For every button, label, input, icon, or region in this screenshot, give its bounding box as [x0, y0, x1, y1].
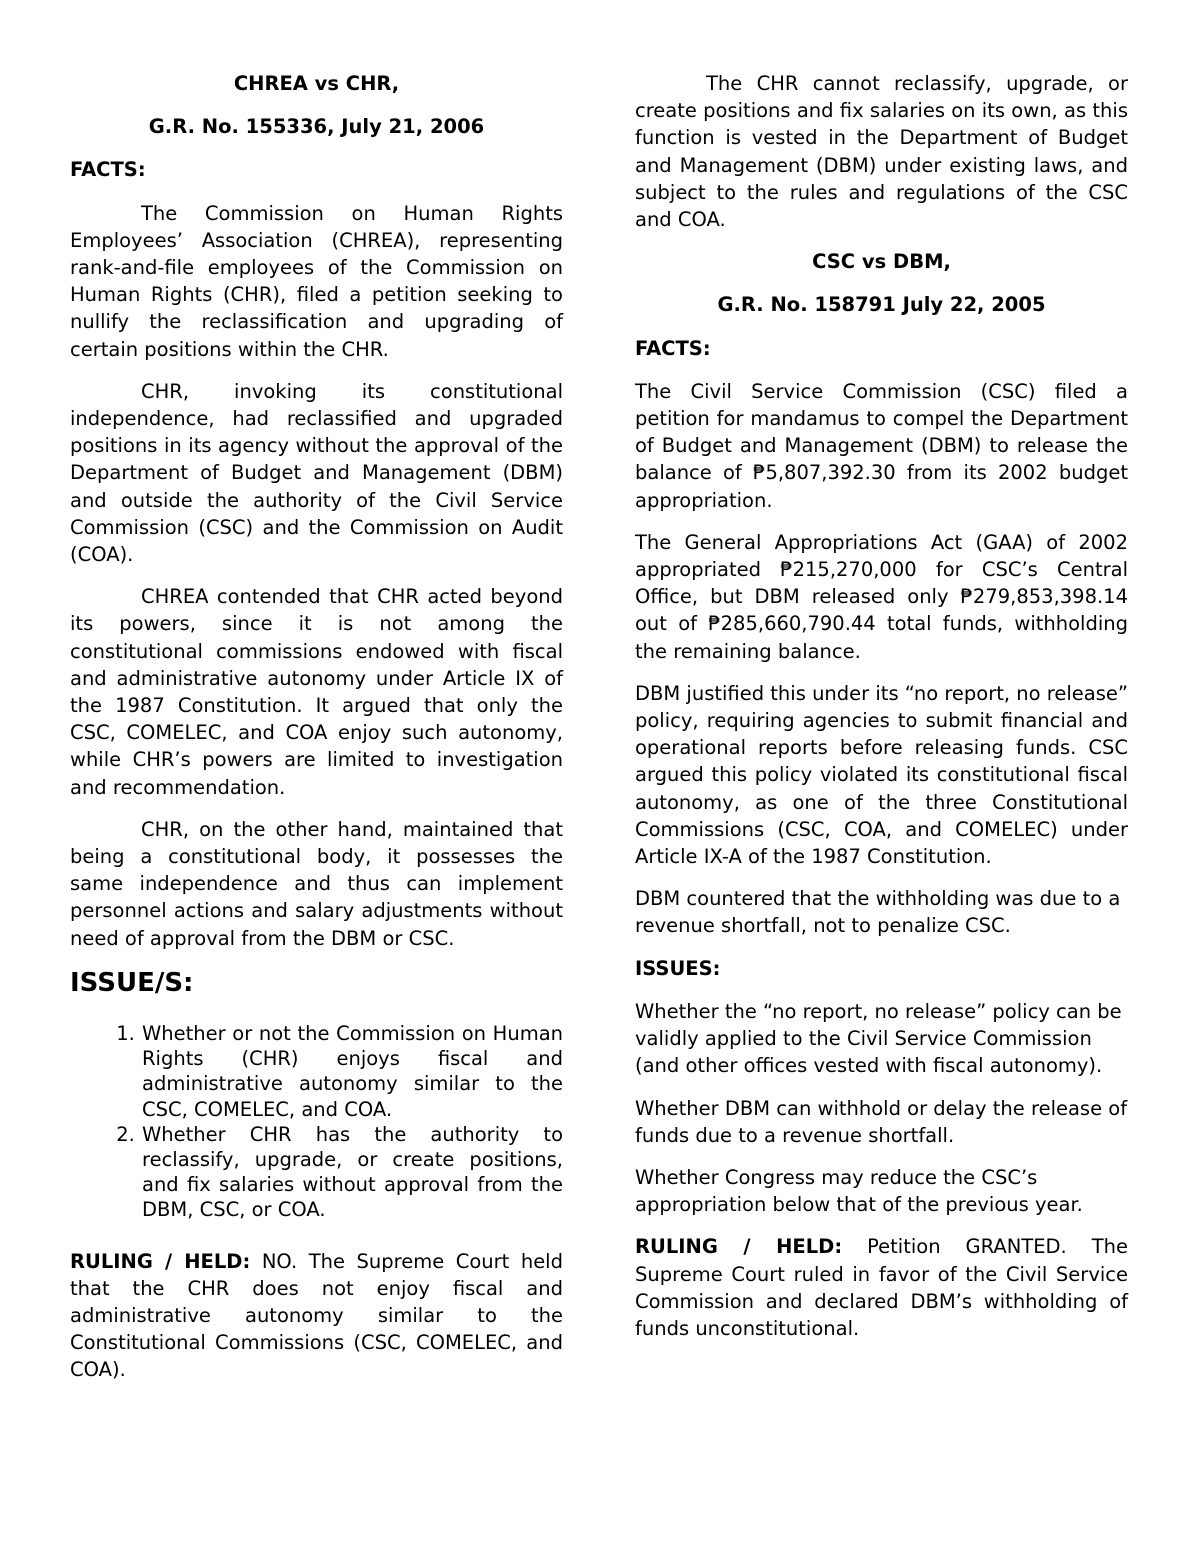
ruling-paragraph [635, 1233, 1128, 1342]
facts-paragraph: CHR, on the other hand, maintained that being a constitutional body, it possesses the same independence and thus can implement personnel actions and salary adjustments without need of approval from the DBM or CSC. [70, 817, 563, 950]
ruling-text: NO. The Supreme Court held that the CHR does not enjoy fiscal and administrative autonomy similar to the Constitutional Commissions (CSC, COMELEC, and COA). [70, 1249, 563, 1382]
case-title: CHREA vs CHR, [233, 72, 400, 95]
ruling-label: RULING / HELD: [635, 1235, 843, 1259]
left-column [70, 70, 563, 1399]
facts-paragraph: The Civil Service Commission (CSC) filed a petition for mandamus to compel the Department of Budget and Management (DBM) to release the balance of ₱5,807,392.30 from its 2002 budget appropriation. [635, 379, 1128, 512]
issue-paragraph: Whether DBM can withhold or delay the release of funds due to a revenue shortfall. [635, 1096, 1128, 1147]
facts-heading: FACTS: [70, 158, 146, 182]
right-column [635, 70, 1128, 1357]
issue-item: 2. Whether CHR has the authority to reclassify, upgrade, or create positions, and fix salaries without approval from the DBM, CSC, or COA. [141, 1122, 563, 1223]
issues-heading: ISSUE/S: [70, 967, 194, 998]
case-gr-number: G.R. No. 155336, July 21, 2006 [148, 115, 485, 139]
facts-paragraph: The Commission on Human Rights Employees’ Association (CHREA), representing rank-and-file employees of the Commission on Human Rights (CHR), filed a petition seeking to nullify the reclassification and upgrading of certain positions within the CHR. [70, 201, 563, 361]
issue-paragraph: Whether Congress may reduce the CSC’s appropriation below that of the previous year. [635, 1165, 1083, 1217]
facts-paragraph: DBM countered that the withholding was due to a revenue shortfall, not to penalize CSC. [635, 887, 1121, 938]
facts-paragraph: CHREA contended that CHR acted beyond its powers, since it is not among the constitutional commissions endowed with fiscal and administrative autonomy under Article IX of the 1987 Constitution. It argued that only the CSC, COMELEC, and COA enjoy such autonomy, while CHR’s powers are limited to investigation and recommendation. [70, 585, 563, 799]
ruling-label: RULING / HELD: [70, 1249, 251, 1273]
facts-paragraph: DBM justified this under its “no report, no release” policy, requiring agencies to submit financial and operational reports before releasing funds. CSC argued this policy violated its constitutional fiscal autonomy, as one of the three Constitutional Commissions (CSC, COA, and COMELEC) under Article IX-A of the 1987 Constitution. [635, 681, 1128, 869]
case-title: CSC vs DBM, [812, 250, 951, 274]
issue-item: 1. Whether or not the Commission on Human Rights (CHR) enjoys fiscal and administrative autonomy similar to the CSC, COMELEC, and COA. [141, 1021, 563, 1122]
facts-paragraph: CHR, invoking its constitutional independence, had reclassified and upgraded positions in its agency without the approval of the Department of Budget and Management (DBM) and outside the authority of the Civil Service Commission (CSC) and the Commission on Audit (COA). [70, 379, 563, 567]
facts-heading: FACTS: [635, 336, 711, 360]
facts-paragraph: The General Appropriations Act (GAA) of 2002 appropriated ₱215,270,000 for CSC’s Central Office, but DBM released only ₱279,853,398.14 out of ₱285,660,790.44 total funds, withholding the remaining balance. [635, 530, 1128, 663]
case-gr-number: G.R. No. 158791 July 22, 2005 [717, 293, 1046, 317]
issue-paragraph: Whether the “no report, no release” policy can be validly applied to the Civil Service Commission (and other offices vested with fiscal autonomy). [635, 999, 1122, 1078]
ruling-paragraph [70, 1248, 563, 1384]
issues-heading: ISSUES: [635, 956, 721, 980]
continuation-paragraph: The CHR cannot reclassify, upgrade, or create positions and fix salaries on its own, as this function is vested in the Department of Budget and Management (DBM) under existing laws, and subject to the rules and regulations of the CSC and COA. [635, 72, 1128, 232]
issues-list [70, 1021, 563, 1223]
ruling-text: Petition GRANTED. The Supreme Court ruled in favor of the Civil Service Commission and declared DBM’s withholding of funds unconstitutional. [635, 1235, 1128, 1340]
